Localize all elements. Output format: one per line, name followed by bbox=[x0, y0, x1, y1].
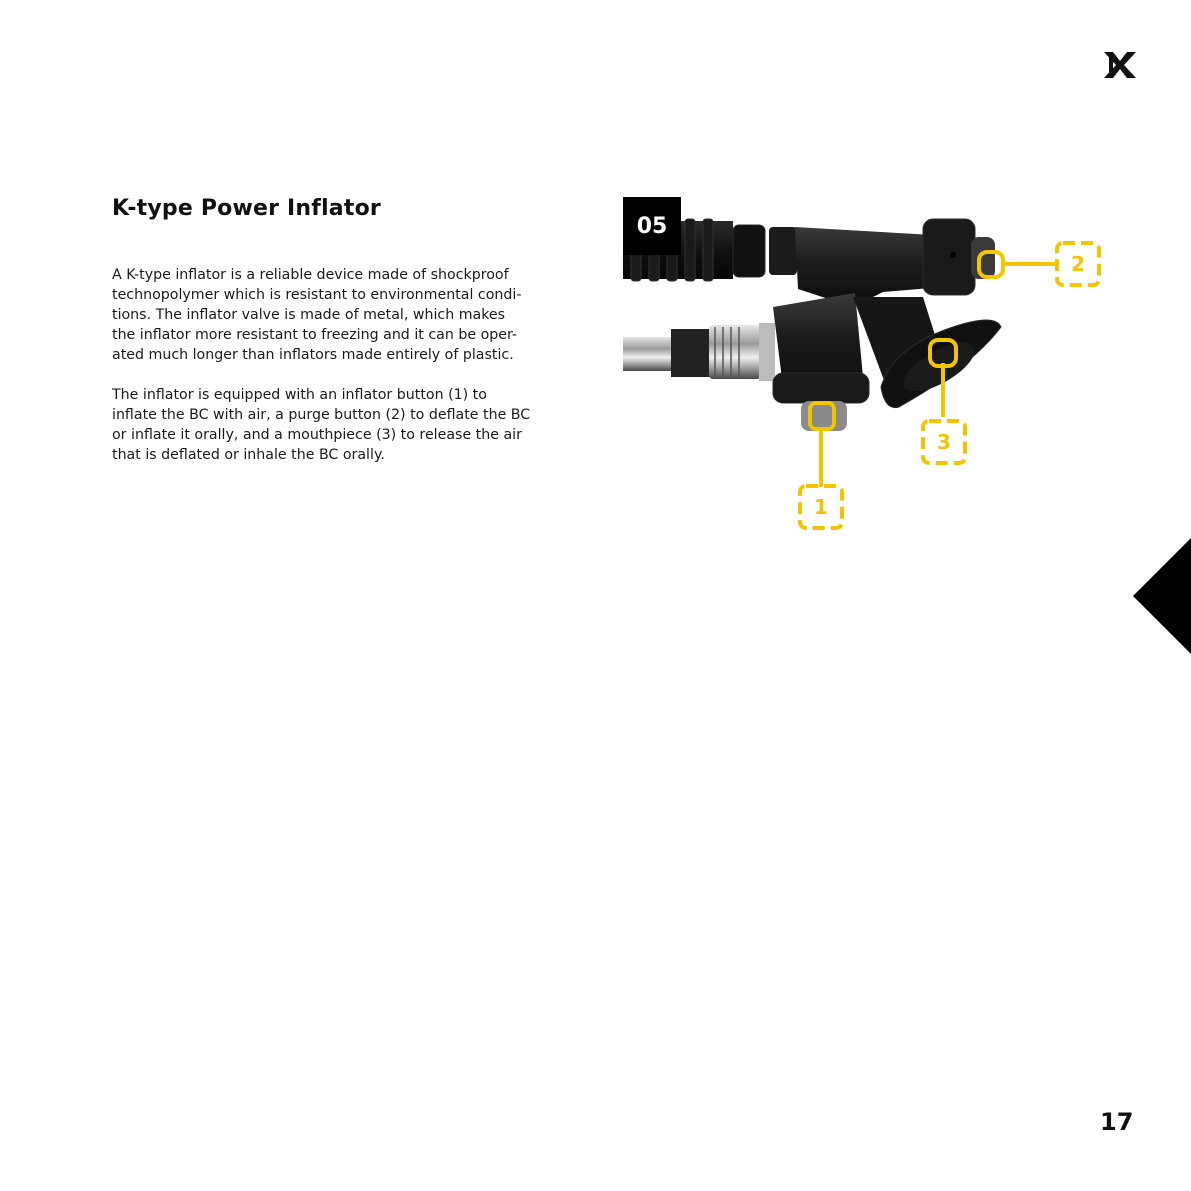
callout-number: 2 bbox=[1071, 252, 1085, 276]
text-line: inflate the BC with air, a purge button (2) to deflate the BC bbox=[112, 407, 531, 423]
callout-mouthpiece bbox=[921, 419, 967, 465]
text-line: that is deflated or inhale the BC orally. bbox=[112, 447, 385, 463]
figure-number-badge: 05 bbox=[623, 197, 681, 255]
inflator-photo bbox=[623, 197, 1123, 537]
text-line: ated much longer than inflators made entirely of plastic. bbox=[112, 347, 514, 363]
triangle-left-arrow-icon[interactable] bbox=[1133, 538, 1191, 654]
callout-number: 1 bbox=[814, 495, 828, 519]
callout-purge-button bbox=[1055, 241, 1101, 287]
text-line: A K-type inflator is a reliable device made of shockproof bbox=[112, 267, 509, 283]
features-paragraph bbox=[112, 385, 572, 465]
text-line: the inflator more resistant to freezing and it can be oper- bbox=[112, 327, 518, 343]
callout-number: 3 bbox=[937, 430, 951, 454]
section-title: K-type Power Inflator bbox=[112, 196, 381, 221]
description-paragraph bbox=[112, 265, 572, 365]
text-line: The inflator is equipped with an inflator button (1) to bbox=[112, 387, 487, 403]
text-line: technopolymer which is resistant to environmental condi- bbox=[112, 287, 522, 303]
inflator-figure bbox=[623, 197, 1123, 537]
page-number: 17 bbox=[1100, 1108, 1134, 1136]
xdeep-logo-icon bbox=[1104, 52, 1136, 78]
callout-inflator-button bbox=[798, 484, 844, 530]
text-line: tions. The inflator valve is made of metal, which makes bbox=[112, 307, 506, 323]
text-line: or inflate it orally, and a mouthpiece (3) to release the air bbox=[112, 427, 522, 443]
